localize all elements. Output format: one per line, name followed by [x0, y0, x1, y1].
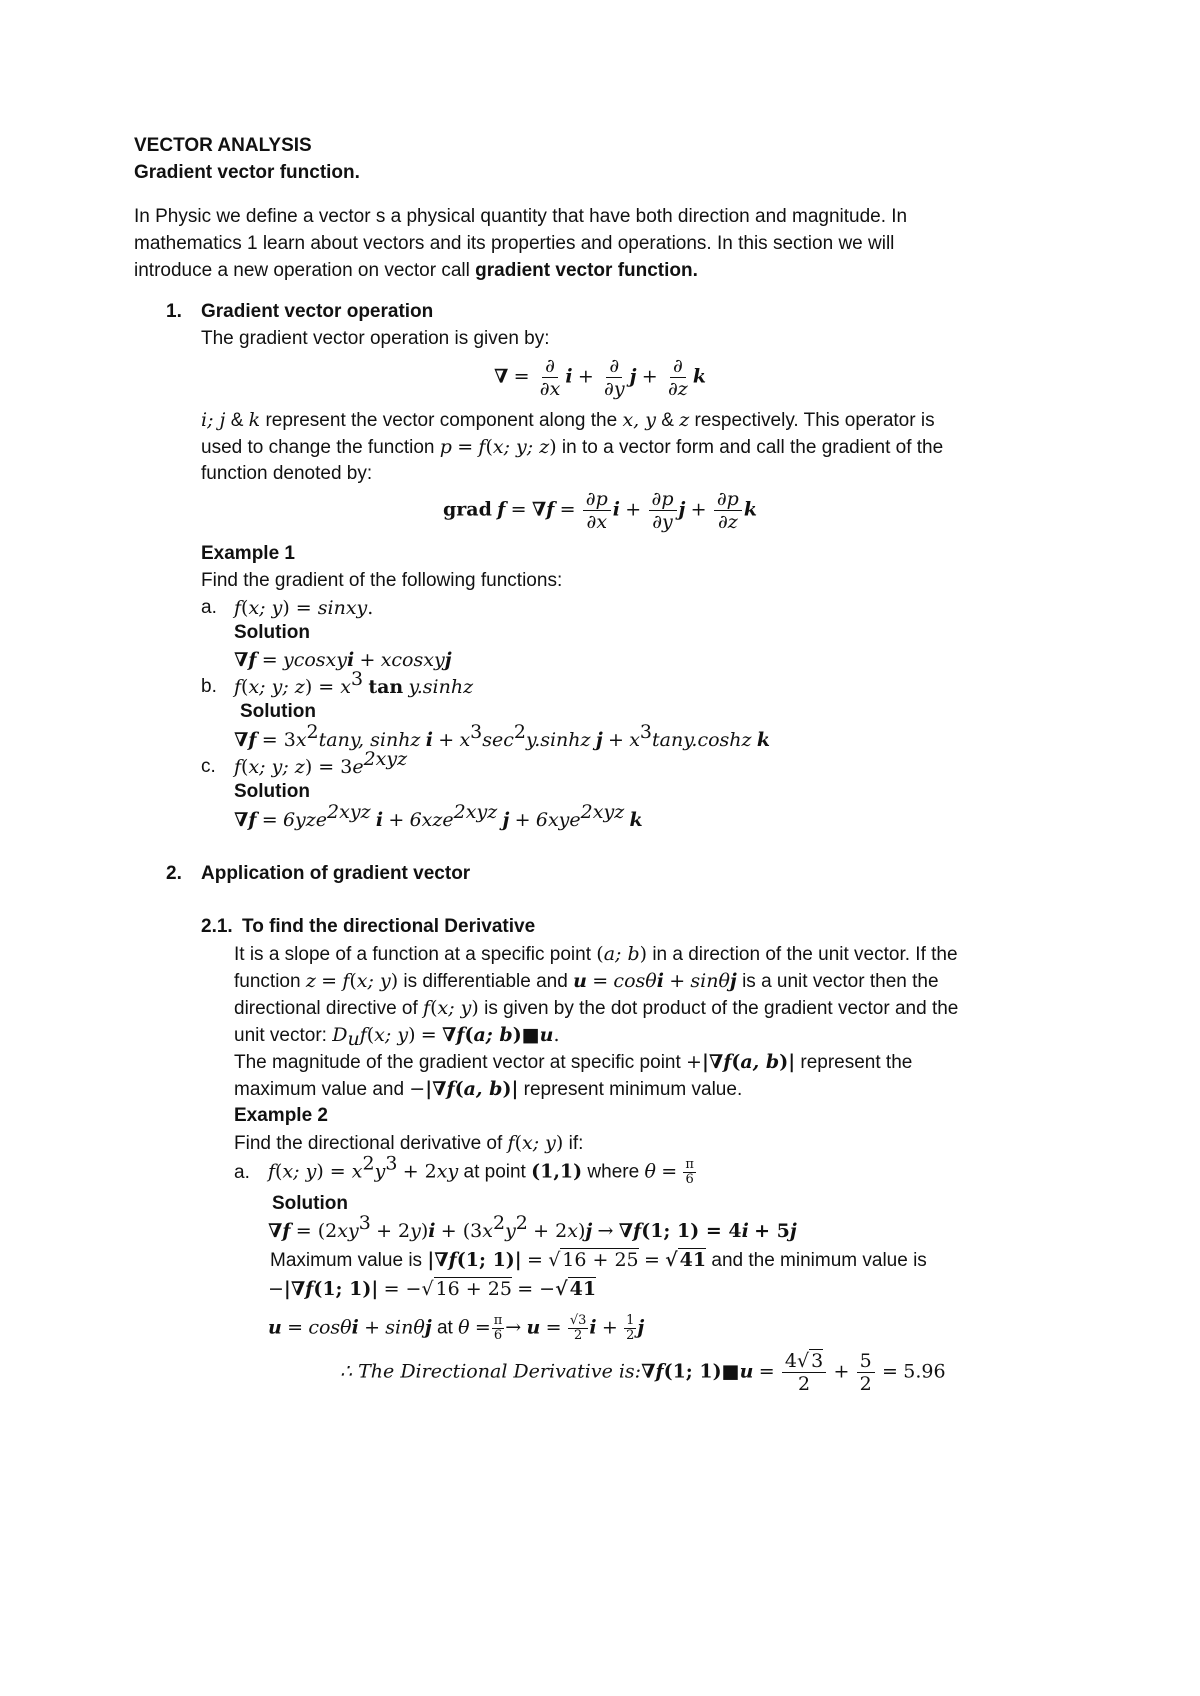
example-2-min-line: −|∇f(1; 1)| = −√ 16 + 25 = −√ 41	[268, 1278, 597, 1300]
p5-text-a: The magnitude of the gradient vector at specific point	[234, 1052, 687, 1073]
example-1-item-c-solution: ∇f = 6yze$^{2xyz}$ i + 6xze$^{2xyz}$ j + 6xye$^{2xyz}$ k	[234, 801, 643, 831]
example-2-lead-text-b: if:	[563, 1133, 584, 1154]
example-2-item-a-function: f(x; $y) = x^2y^3 + 2xy$ at point (1,1) where θ = $\frac{\pi}{6}$	[268, 1152, 694, 1187]
grad-definition-equation: grad f = ∇f = $\frac{\partial p}{\partial x}$ i + $\frac{\partial p}{\partial y}$ j + $\frac{\partial p}{\partial z}$ k	[442, 488, 758, 533]
ex-at-text: at point	[458, 1161, 532, 1183]
p5-text-b: represent the	[795, 1052, 913, 1073]
example-1-item-b-solution: $\nabla f = 3x^2\tan y$, sinhz $i + x^3\sec^2y.\sinh z$ $j + x^3\tan y.\cosh z$ k	[234, 721, 770, 751]
desc-2-text-a: used to change the function	[201, 437, 440, 458]
example-2-item-a-label: a.	[234, 1162, 250, 1183]
example-2-unit-vector-line: u = cosθi + sinθj at θ = $\frac{\pi}{6}$ → u = $\frac{√3}{2}$ i + $\frac{1}{2}$ j	[268, 1313, 645, 1343]
intro-line-1: In Physic we define a vector s a physical quantity that have both direction and magnitude. In	[134, 206, 908, 227]
example-1-item-a-solution-label: Solution	[234, 622, 310, 643]
p3-text-a: directional directive of	[234, 998, 424, 1019]
p3-text-b: is given by the dot product of the gradient vector and the	[478, 998, 959, 1019]
section-1-desc-1: i; j & k represent the vector component along the x, y & z respectively. This operator is	[201, 409, 935, 431]
example-1-item-a-solution: ∇f = ycosxyi + xcosxyj	[234, 649, 452, 671]
example-1-title: Example 1	[201, 543, 295, 564]
max-text-b: and the minimum value is	[706, 1250, 927, 1271]
at-theta-text: at	[431, 1317, 459, 1339]
document-title: VECTOR ANALYSIS	[134, 135, 312, 156]
section-2-1-para-line-1: It is a slope of a function at a specific point (a; b) in a direction of the unit vector. If the	[234, 943, 958, 965]
p2-text-c: is a unit vector then the	[736, 971, 939, 992]
intro-line-3-text: introduce a new operation on vector call	[134, 260, 476, 281]
section-1-lead: The gradient vector operation is given by:	[201, 328, 550, 349]
desc-1-text-b: respectively. This operator is	[689, 410, 935, 431]
section-2-heading: Application of gradient vector	[201, 863, 471, 884]
example-2-gradient-line: $\nabla f = (2xy^3 + 2y)i + (3x^2y^2 + 2x)j \to \nabla f(1$; 1) = 4i + 5j	[268, 1212, 797, 1242]
section-2-1-para-line-2: function z = f(x; y) is differentiable and u = cosθi + sinθj is a unit vector then the	[234, 970, 939, 992]
example-1-item-c-label: c.	[201, 756, 216, 777]
example-1-item-a-label: a.	[201, 597, 217, 618]
intro-line-2: mathematics 1 learn about vectors and its properties and operations. In this section we will	[134, 233, 895, 254]
document-subtitle: Gradient vector function.	[134, 162, 360, 183]
example-2-lead: Find the directional derivative of f(x; y) if:	[234, 1132, 584, 1154]
example-1-item-b-label: b.	[201, 676, 217, 697]
final-value: 5.96	[903, 1360, 946, 1383]
example-1-item-b-solution-label: Solution	[240, 701, 316, 722]
section-2-1-number: 2.1.	[201, 916, 233, 937]
ex-where-text: where	[582, 1161, 645, 1183]
example-1-lead: Find the gradient of the following functions:	[201, 570, 563, 591]
intro-line-3-bold: gradient vector function.	[475, 260, 698, 281]
example-2-lead-text-a: Find the directional derivative of	[234, 1133, 508, 1154]
section-2-1-heading: To find the directional Derivative	[242, 916, 536, 937]
intro-line-3	[134, 259, 698, 283]
p6-text-a: maximum value and	[234, 1079, 410, 1100]
nabla-definition-equation: ∇ = $\frac{\partial}{\partial x}$ i + $\frac{\partial}{\partial y}$ j + $\frac{\partial}{\partial z}$ k	[494, 355, 706, 400]
example-2-title: Example 2	[234, 1105, 328, 1126]
max-text-a: Maximum value is	[270, 1250, 428, 1271]
section-2-1-para-line-6: maximum value and −|∇f(a, b)| represent minimum value.	[234, 1078, 743, 1100]
section-2-number: 2.	[166, 863, 182, 884]
p2-text-a: function	[234, 971, 306, 992]
section-1-heading: Gradient vector operation	[201, 301, 434, 322]
desc-2-text-b: in to a vector form and call the gradient of the	[556, 437, 944, 458]
example-2-max-line: Maximum value is |∇f(1; 1)| = √ 16 + 25 = √ 41 and the minimum value is	[270, 1249, 927, 1271]
p1-text-a: It is a slope of a function at a specific point	[234, 944, 597, 965]
section-2-1-para-line-4: unit vector: $D_uf(x$; y) = ∇f(a; b)■u.	[234, 1024, 560, 1050]
desc-1-text-a: represent the vector component along the	[260, 410, 623, 431]
p1-text-b: in a direction of the unit vector. If the	[647, 944, 958, 965]
final-text: ∴ The Directional Derivative is:	[340, 1360, 642, 1383]
example-1-item-b-function: f(x; y; $z) = x^3$ tan y.sinhz	[234, 668, 474, 698]
section-2-1-para-line-3: directional directive of f(x; y) is given by the dot product of the gradient vector and the	[234, 997, 959, 1019]
example-2-solution-label: Solution	[272, 1193, 348, 1214]
section-1-desc-3: function denoted by:	[201, 463, 373, 484]
p2-text-b: is differentiable and	[398, 971, 574, 992]
example-1-item-c-function: f(x; y; $z) = 3e^{2xyz}$	[234, 748, 408, 778]
section-2-1-para-line-5: The magnitude of the gradient vector at specific point +|∇f(a, b)| represent the	[234, 1051, 913, 1073]
example-1-item-a-function: f(x; y) = sinxy.	[234, 597, 374, 619]
section-1-desc-2: used to change the function p = f(x; y; z) in to a vector form and call the gradient of the	[201, 436, 944, 458]
section-1-number: 1.	[166, 301, 182, 322]
example-1-item-c-solution-label: Solution	[234, 781, 310, 802]
p6-text-b: represent minimum value.	[518, 1079, 743, 1100]
p4-text-a: unit vector:	[234, 1025, 333, 1046]
directional-derivative-result: ∴ The Directional Derivative is:∇f(1; 1)■u = $\frac{4√ 3}{2}$ + $\frac{5}{2}$ = 5.96	[340, 1350, 946, 1395]
